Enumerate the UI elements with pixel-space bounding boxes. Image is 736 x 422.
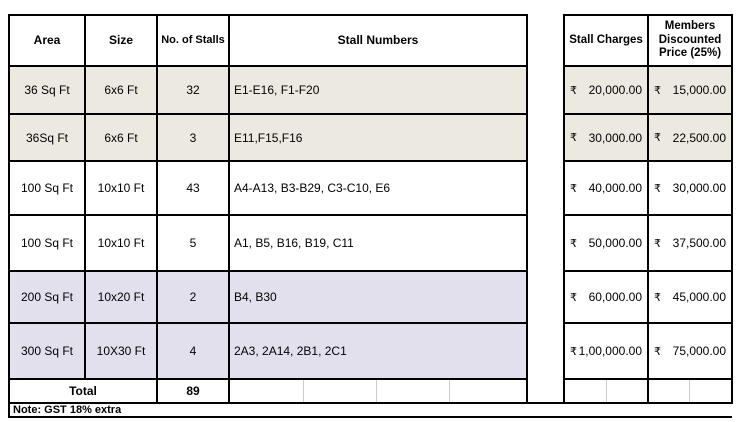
table-row xyxy=(9,271,732,323)
total-empty-subcell xyxy=(376,379,449,403)
area-cell: 100 Sq Ft xyxy=(9,161,85,215)
total-empty-subcell xyxy=(449,379,527,403)
stall-numbers-cell: A1, B5, B16, B19, C11 xyxy=(229,215,527,271)
stall-count-cell: 32 xyxy=(157,66,229,114)
charge-amount: 40,000.00 xyxy=(588,181,643,195)
total-empty-subcell xyxy=(229,379,303,403)
member-price-cell xyxy=(648,114,732,161)
header-stall-count: No. of Stalls xyxy=(157,15,229,66)
table-gap-spacer xyxy=(527,379,564,403)
stall-count-cell: 3 xyxy=(157,114,229,161)
stall-numbers-cell: A4-A13, B3-B29, C3-C10, E6 xyxy=(229,161,527,215)
stall-count-cell: 4 xyxy=(157,323,229,379)
stall-count-cell: 2 xyxy=(157,271,229,323)
table-row xyxy=(9,323,732,379)
table-gap-spacer xyxy=(527,114,564,161)
table-gap-spacer xyxy=(527,215,564,271)
rupee-symbol: ₹ xyxy=(654,345,662,358)
rupee-symbol: ₹ xyxy=(654,182,662,195)
size-cell: 6x6 Ft xyxy=(85,114,157,161)
header-members-price: Members Discounted Price (25%) xyxy=(648,15,732,66)
rupee-symbol: ₹ xyxy=(570,237,578,250)
rupee-symbol: ₹ xyxy=(654,84,662,97)
charge-amount: 30,000.00 xyxy=(588,130,643,145)
member-price-amount: 37,500.00 xyxy=(672,236,727,250)
charge-amount: 60,000.00 xyxy=(588,290,643,304)
stall-charge-cell xyxy=(564,66,648,114)
header-area: Area xyxy=(9,15,85,66)
stall-numbers-cell: 2A3, 2A14, 2B1, 2C1 xyxy=(229,323,527,379)
stall-count-cell: 5 xyxy=(157,215,229,271)
table-gap-spacer xyxy=(527,161,564,215)
member-price-amount: 45,000.00 xyxy=(672,290,727,304)
rupee-symbol: ₹ xyxy=(570,182,578,195)
total-empty-subcell xyxy=(303,379,376,403)
member-price-amount: 22,500.00 xyxy=(672,130,727,145)
stall-charge-cell xyxy=(564,114,648,161)
area-cell: 200 Sq Ft xyxy=(9,271,85,323)
total-row xyxy=(9,379,732,403)
table-gap-spacer xyxy=(527,271,564,323)
total-empty-subcell xyxy=(606,379,648,403)
table-row xyxy=(9,161,732,215)
table-row xyxy=(9,114,732,161)
table-gap-spacer xyxy=(527,15,564,66)
member-price-cell xyxy=(648,323,732,379)
table-gap-spacer xyxy=(527,66,564,114)
total-count: 89 xyxy=(157,379,229,403)
rupee-symbol: ₹ xyxy=(570,291,578,304)
size-cell: 10x10 Ft xyxy=(85,161,157,215)
table-row xyxy=(9,215,732,271)
stall-charge-cell xyxy=(564,215,648,271)
charge-amount: 20,000.00 xyxy=(588,83,643,97)
stall-charge-cell xyxy=(564,323,648,379)
table-gap-spacer xyxy=(527,323,564,379)
header-stall-numbers: Stall Numbers xyxy=(229,15,527,66)
member-price-amount: 75,000.00 xyxy=(672,344,727,358)
stall-pricing-table xyxy=(8,14,733,418)
total-empty-subcell xyxy=(648,379,689,403)
area-cell: 300 Sq Ft xyxy=(9,323,85,379)
total-empty-subcell xyxy=(564,379,606,403)
stall-charge-cell xyxy=(564,161,648,215)
size-cell: 6x6 Ft xyxy=(85,66,157,114)
area-cell: 36 Sq Ft xyxy=(9,66,85,114)
header-stall-charges: Stall Charges xyxy=(564,15,648,66)
member-price-cell xyxy=(648,215,732,271)
total-label: Total xyxy=(9,379,157,403)
member-price-amount: 30,000.00 xyxy=(672,181,727,195)
rupee-symbol: ₹ xyxy=(654,132,662,144)
stall-numbers-cell: B4, B30 xyxy=(229,271,527,323)
size-cell: 10x10 Ft xyxy=(85,215,157,271)
rupee-symbol: ₹ xyxy=(570,84,578,97)
stall-numbers-cell: E1-E16, F1-F20 xyxy=(229,66,527,114)
area-cell: 36Sq Ft xyxy=(9,114,85,161)
area-cell: 100 Sq Ft xyxy=(9,215,85,271)
rupee-symbol: ₹ xyxy=(570,345,578,358)
charge-amount: 1,00,000.00 xyxy=(578,344,643,358)
member-price-cell xyxy=(648,161,732,215)
member-price-cell xyxy=(648,271,732,323)
note-row xyxy=(9,403,732,417)
stall-count-cell: 43 xyxy=(157,161,229,215)
charge-amount: 50,000.00 xyxy=(588,236,643,250)
member-price-amount: 15,000.00 xyxy=(672,83,727,97)
gst-note: Note: GST 18% extra xyxy=(9,403,732,417)
size-cell: 10X30 Ft xyxy=(85,323,157,379)
total-empty-subcell xyxy=(689,379,732,403)
rupee-symbol: ₹ xyxy=(654,237,662,250)
header-row xyxy=(9,15,732,66)
table-row xyxy=(9,66,732,114)
stall-charge-cell xyxy=(564,271,648,323)
size-cell: 10x20 Ft xyxy=(85,271,157,323)
rupee-symbol: ₹ xyxy=(570,132,578,144)
header-size: Size xyxy=(85,15,157,66)
stall-numbers-cell: E11,F15,F16 xyxy=(229,114,527,161)
member-price-cell xyxy=(648,66,732,114)
rupee-symbol: ₹ xyxy=(654,291,662,304)
